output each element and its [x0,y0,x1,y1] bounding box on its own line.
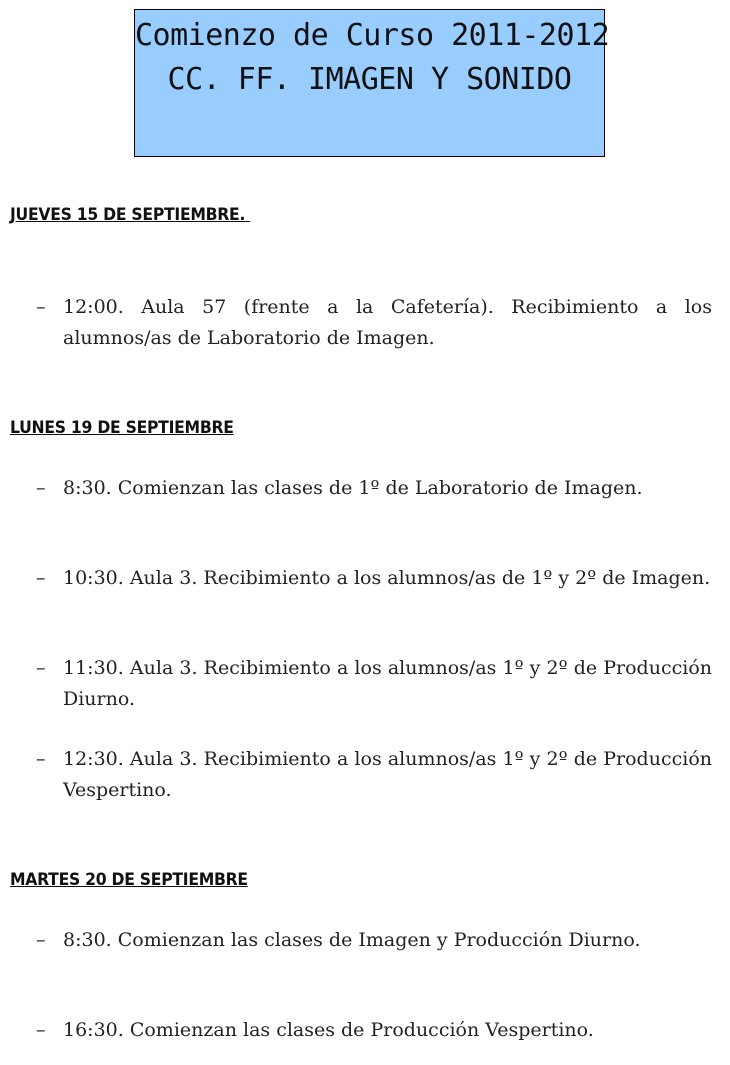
list-item-text: 8:30. Comienzan las clases de Imagen y Producción Diurno. [63,929,641,951]
list-dash: – [36,567,46,589]
section-heading-martes: MARTES 20 DE SEPTIEMBRE [10,870,248,890]
list-item [36,563,712,594]
list-dash: – [36,657,46,679]
section-heading-jueves: JUEVES 15 DE SEPTIEMBRE. [10,205,251,225]
list-dash: – [36,477,46,499]
list-dash: – [36,929,46,951]
list-item [36,473,712,504]
list-item-text: 12:00. Aula 57 (frente a la Cafetería). Recibimiento a los alumnos/as de Laboratorio de Imagen. [63,296,712,349]
list-item [36,1015,712,1046]
list-item [36,925,712,956]
title-box [134,9,610,157]
list-item [36,744,712,805]
list-item-text: 11:30. Aula 3. Recibimiento a los alumnos/as 1º y 2º de Producción Diurno. [63,657,712,710]
section-heading-lunes: LUNES 19 DE SEPTIEMBRE [10,418,234,438]
list-dash: – [36,1019,46,1041]
list-item-text: 10:30. Aula 3. Recibimiento a los alumnos/as de 1º y 2º de Imagen. [63,567,711,589]
list-item-text: 8:30. Comienzan las clases de 1º de Laboratorio de Imagen. [63,477,643,499]
document-subtitle: CC. FF. IMAGEN Y SONIDO [167,62,572,97]
document-title: Comienzo de Curso 2011-2012 [135,18,610,53]
list-item-text: 12:30. Aula 3. Recibimiento a los alumnos/as 1º y 2º de Producción Vespertino. [63,748,712,801]
list-dash: – [36,748,46,770]
list-dash: – [36,296,46,318]
list-item [36,292,712,353]
list-item-text: 16:30. Comienzan las clases de Producción Vespertino. [63,1019,594,1041]
list-item [36,653,712,714]
